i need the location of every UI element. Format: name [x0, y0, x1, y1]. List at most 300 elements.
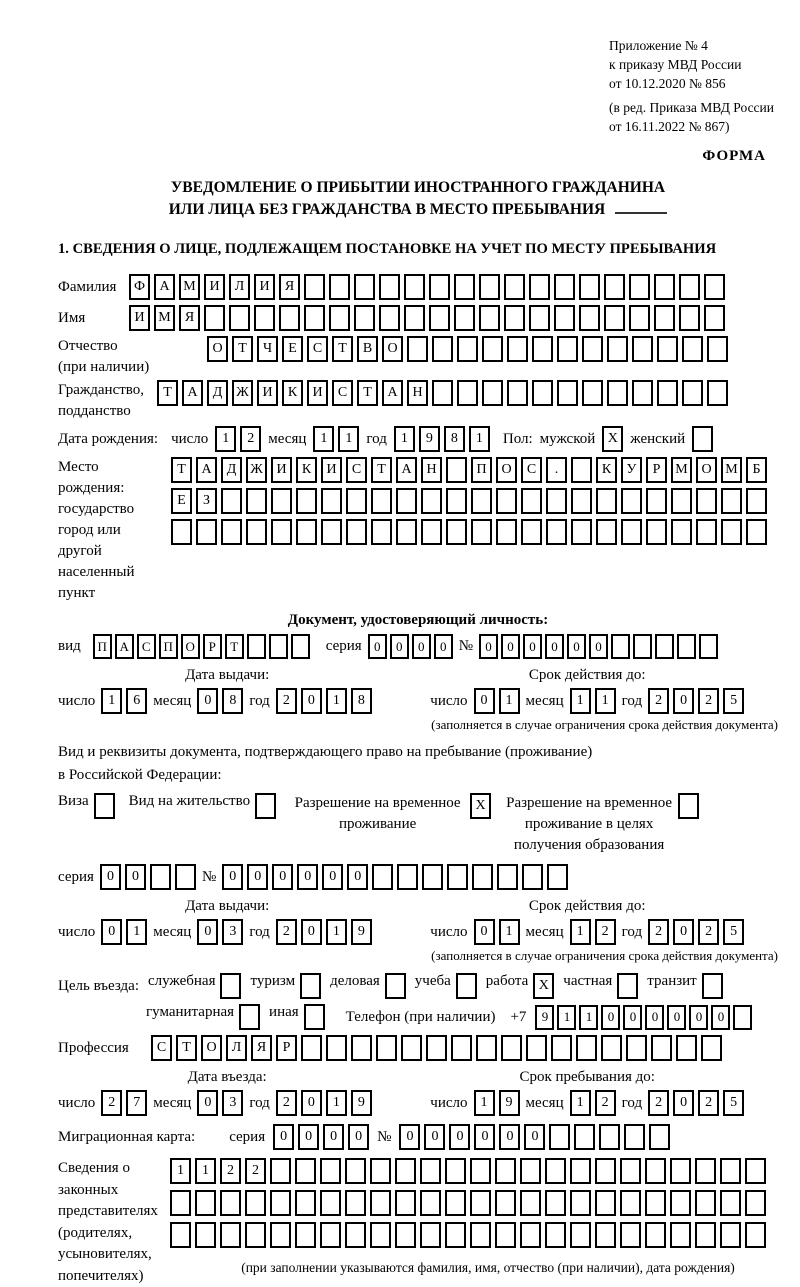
char-cell[interactable] — [195, 1222, 216, 1248]
char-cell[interactable] — [471, 488, 492, 514]
char-cell[interactable]: М — [671, 457, 692, 483]
char-cell[interactable] — [696, 519, 717, 545]
char-cell[interactable] — [704, 305, 725, 331]
char-cell[interactable] — [295, 1190, 316, 1216]
char-cell[interactable]: М — [179, 274, 200, 300]
char-cell[interactable] — [479, 305, 500, 331]
char-cell[interactable] — [620, 1222, 641, 1248]
char-cell[interactable] — [246, 488, 267, 514]
char-cell[interactable] — [520, 1158, 541, 1184]
char-cell[interactable] — [432, 336, 453, 362]
char-cell[interactable] — [551, 1035, 572, 1061]
char-cell[interactable]: Б — [746, 457, 767, 483]
char-cell[interactable]: С — [151, 1035, 172, 1061]
checkbox-cell[interactable] — [702, 973, 723, 999]
char-cell[interactable] — [269, 634, 288, 659]
char-cell[interactable] — [397, 864, 418, 890]
char-cell[interactable]: 0 — [301, 688, 322, 714]
char-cell[interactable]: 0 — [501, 634, 520, 659]
char-cell[interactable]: П — [93, 634, 112, 659]
char-cell[interactable] — [404, 274, 425, 300]
char-cell[interactable]: 0 — [347, 864, 368, 890]
char-cell[interactable] — [620, 1158, 641, 1184]
char-cell[interactable] — [321, 488, 342, 514]
char-cell[interactable] — [595, 1190, 616, 1216]
char-cell[interactable]: 2 — [276, 919, 297, 945]
char-cell[interactable] — [576, 1035, 597, 1061]
char-cell[interactable]: С — [307, 336, 328, 362]
char-cell[interactable] — [401, 1035, 422, 1061]
char-cell[interactable] — [676, 1035, 697, 1061]
char-cell[interactable] — [329, 305, 350, 331]
char-cell[interactable] — [432, 380, 453, 406]
char-cell[interactable] — [407, 336, 428, 362]
char-cell[interactable]: 2 — [595, 919, 616, 945]
checkbox-cell[interactable] — [239, 1004, 260, 1030]
char-cell[interactable] — [657, 336, 678, 362]
char-cell[interactable] — [507, 336, 528, 362]
char-cell[interactable]: Н — [421, 457, 442, 483]
char-cell[interactable] — [701, 1035, 722, 1061]
char-cell[interactable]: 0 — [434, 634, 453, 659]
char-cell[interactable]: 2 — [595, 1090, 616, 1116]
char-cell[interactable]: 0 — [523, 634, 542, 659]
char-cell[interactable] — [707, 380, 728, 406]
char-cell[interactable] — [699, 634, 718, 659]
char-cell[interactable] — [245, 1190, 266, 1216]
char-cell[interactable] — [495, 1190, 516, 1216]
char-cell[interactable] — [720, 1190, 741, 1216]
checkbox-cell[interactable] — [304, 1004, 325, 1030]
char-cell[interactable] — [670, 1222, 691, 1248]
char-cell[interactable]: 1 — [474, 1090, 495, 1116]
char-cell[interactable] — [522, 864, 543, 890]
char-cell[interactable] — [657, 380, 678, 406]
char-cell[interactable]: А — [382, 380, 403, 406]
char-cell[interactable] — [329, 274, 350, 300]
char-cell[interactable] — [497, 864, 518, 890]
char-cell[interactable]: Л — [226, 1035, 247, 1061]
char-cell[interactable]: 2 — [276, 1090, 297, 1116]
char-cell[interactable] — [624, 1124, 645, 1150]
checkbox-cell[interactable] — [255, 793, 276, 819]
char-cell[interactable] — [445, 1222, 466, 1248]
char-cell[interactable]: 0 — [301, 1090, 322, 1116]
char-cell[interactable]: 0 — [673, 688, 694, 714]
char-cell[interactable]: 0 — [197, 1090, 218, 1116]
char-cell[interactable]: 1 — [570, 919, 591, 945]
char-cell[interactable] — [470, 1190, 491, 1216]
char-cell[interactable] — [570, 1222, 591, 1248]
char-cell[interactable]: З — [196, 488, 217, 514]
char-cell[interactable]: 9 — [351, 919, 372, 945]
char-cell[interactable] — [320, 1158, 341, 1184]
char-cell[interactable]: 0 — [368, 634, 387, 659]
char-cell[interactable]: 0 — [479, 634, 498, 659]
char-cell[interactable] — [582, 336, 603, 362]
char-cell[interactable]: 0 — [247, 864, 268, 890]
char-cell[interactable] — [351, 1035, 372, 1061]
checkbox-cell[interactable] — [692, 426, 713, 452]
char-cell[interactable] — [595, 1222, 616, 1248]
char-cell[interactable] — [495, 1222, 516, 1248]
checkbox-cell[interactable]: X — [470, 793, 491, 819]
char-cell[interactable]: 8 — [444, 426, 465, 452]
char-cell[interactable] — [670, 1158, 691, 1184]
char-cell[interactable] — [221, 488, 242, 514]
checkbox-cell[interactable] — [220, 973, 241, 999]
char-cell[interactable] — [601, 1035, 622, 1061]
char-cell[interactable]: 5 — [723, 1090, 744, 1116]
char-cell[interactable]: 5 — [723, 919, 744, 945]
char-cell[interactable] — [720, 1158, 741, 1184]
char-cell[interactable]: 2 — [648, 1090, 669, 1116]
char-cell[interactable]: 0 — [222, 864, 243, 890]
char-cell[interactable]: И — [307, 380, 328, 406]
char-cell[interactable] — [704, 274, 725, 300]
char-cell[interactable] — [671, 488, 692, 514]
char-cell[interactable]: Д — [221, 457, 242, 483]
char-cell[interactable]: 0 — [101, 919, 122, 945]
char-cell[interactable]: 6 — [126, 688, 147, 714]
char-cell[interactable] — [447, 864, 468, 890]
char-cell[interactable] — [471, 519, 492, 545]
char-cell[interactable] — [345, 1158, 366, 1184]
char-cell[interactable] — [421, 488, 442, 514]
char-cell[interactable] — [445, 1158, 466, 1184]
char-cell[interactable] — [454, 305, 475, 331]
char-cell[interactable] — [651, 1035, 672, 1061]
char-cell[interactable] — [529, 305, 550, 331]
char-cell[interactable] — [745, 1222, 766, 1248]
char-cell[interactable] — [620, 1190, 641, 1216]
char-cell[interactable]: Т — [357, 380, 378, 406]
char-cell[interactable]: 1 — [195, 1158, 216, 1184]
char-cell[interactable]: А — [196, 457, 217, 483]
char-cell[interactable] — [504, 305, 525, 331]
char-cell[interactable] — [195, 1190, 216, 1216]
char-cell[interactable]: Т — [171, 457, 192, 483]
char-cell[interactable] — [482, 380, 503, 406]
char-cell[interactable] — [470, 1158, 491, 1184]
char-cell[interactable]: Т — [157, 380, 178, 406]
char-cell[interactable]: Р — [203, 634, 222, 659]
char-cell[interactable]: 1 — [313, 426, 334, 452]
char-cell[interactable]: И — [129, 305, 150, 331]
char-cell[interactable]: 1 — [394, 426, 415, 452]
char-cell[interactable]: Т — [232, 336, 253, 362]
char-cell[interactable] — [629, 274, 650, 300]
char-cell[interactable]: 0 — [197, 688, 218, 714]
char-cell[interactable] — [720, 1222, 741, 1248]
char-cell[interactable] — [579, 274, 600, 300]
char-cell[interactable] — [545, 1158, 566, 1184]
char-cell[interactable] — [245, 1222, 266, 1248]
char-cell[interactable]: 9 — [351, 1090, 372, 1116]
char-cell[interactable] — [632, 336, 653, 362]
char-cell[interactable] — [345, 1190, 366, 1216]
char-cell[interactable] — [682, 336, 703, 362]
char-cell[interactable]: М — [154, 305, 175, 331]
char-cell[interactable] — [496, 519, 517, 545]
char-cell[interactable]: Е — [171, 488, 192, 514]
char-cell[interactable] — [655, 634, 674, 659]
char-cell[interactable] — [745, 1158, 766, 1184]
char-cell[interactable]: 0 — [474, 919, 495, 945]
char-cell[interactable] — [607, 380, 628, 406]
checkbox-cell[interactable] — [385, 973, 406, 999]
char-cell[interactable] — [670, 1190, 691, 1216]
char-cell[interactable] — [646, 488, 667, 514]
char-cell[interactable]: 0 — [322, 864, 343, 890]
char-cell[interactable] — [420, 1222, 441, 1248]
char-cell[interactable]: 2 — [648, 919, 669, 945]
char-cell[interactable] — [507, 380, 528, 406]
char-cell[interactable]: 0 — [125, 864, 146, 890]
char-cell[interactable] — [420, 1190, 441, 1216]
char-cell[interactable]: 0 — [623, 1005, 642, 1030]
char-cell[interactable] — [476, 1035, 497, 1061]
char-cell[interactable] — [196, 519, 217, 545]
char-cell[interactable]: 1 — [326, 1090, 347, 1116]
char-cell[interactable] — [574, 1124, 595, 1150]
char-cell[interactable] — [721, 519, 742, 545]
char-cell[interactable]: 0 — [399, 1124, 420, 1150]
char-cell[interactable] — [220, 1190, 241, 1216]
char-cell[interactable]: 0 — [524, 1124, 545, 1150]
char-cell[interactable]: Т — [176, 1035, 197, 1061]
char-cell[interactable] — [247, 634, 266, 659]
char-cell[interactable]: А — [396, 457, 417, 483]
char-cell[interactable]: Д — [207, 380, 228, 406]
char-cell[interactable] — [479, 274, 500, 300]
char-cell[interactable] — [557, 380, 578, 406]
char-cell[interactable] — [150, 864, 171, 890]
char-cell[interactable]: К — [296, 457, 317, 483]
char-cell[interactable] — [521, 488, 542, 514]
char-cell[interactable]: 1 — [579, 1005, 598, 1030]
char-cell[interactable] — [545, 1222, 566, 1248]
char-cell[interactable]: 0 — [100, 864, 121, 890]
char-cell[interactable] — [270, 1222, 291, 1248]
char-cell[interactable]: 0 — [645, 1005, 664, 1030]
char-cell[interactable]: 8 — [222, 688, 243, 714]
char-cell[interactable] — [629, 305, 650, 331]
char-cell[interactable] — [379, 274, 400, 300]
char-cell[interactable]: 8 — [351, 688, 372, 714]
char-cell[interactable] — [270, 1190, 291, 1216]
char-cell[interactable] — [370, 1222, 391, 1248]
char-cell[interactable]: 0 — [197, 919, 218, 945]
char-cell[interactable]: К — [282, 380, 303, 406]
checkbox-cell[interactable] — [678, 793, 699, 819]
char-cell[interactable] — [599, 1124, 620, 1150]
char-cell[interactable]: П — [471, 457, 492, 483]
char-cell[interactable] — [607, 336, 628, 362]
char-cell[interactable]: 1 — [126, 919, 147, 945]
char-cell[interactable] — [549, 1124, 570, 1150]
char-cell[interactable] — [546, 488, 567, 514]
char-cell[interactable] — [346, 488, 367, 514]
char-cell[interactable]: О — [207, 336, 228, 362]
char-cell[interactable] — [420, 1158, 441, 1184]
char-cell[interactable] — [370, 1158, 391, 1184]
char-cell[interactable]: 0 — [474, 1124, 495, 1150]
char-cell[interactable] — [645, 1222, 666, 1248]
char-cell[interactable] — [229, 305, 250, 331]
char-cell[interactable] — [570, 1190, 591, 1216]
char-cell[interactable]: 2 — [101, 1090, 122, 1116]
char-cell[interactable] — [446, 488, 467, 514]
checkbox-cell[interactable]: X — [602, 426, 623, 452]
char-cell[interactable] — [429, 305, 450, 331]
char-cell[interactable] — [472, 864, 493, 890]
char-cell[interactable] — [746, 519, 767, 545]
char-cell[interactable]: 9 — [535, 1005, 554, 1030]
char-cell[interactable] — [320, 1222, 341, 1248]
char-cell[interactable] — [633, 634, 652, 659]
char-cell[interactable]: 1 — [338, 426, 359, 452]
char-cell[interactable]: П — [159, 634, 178, 659]
char-cell[interactable]: Е — [282, 336, 303, 362]
char-cell[interactable] — [695, 1190, 716, 1216]
char-cell[interactable] — [404, 305, 425, 331]
char-cell[interactable]: 0 — [272, 864, 293, 890]
char-cell[interactable] — [621, 519, 642, 545]
char-cell[interactable] — [270, 1158, 291, 1184]
char-cell[interactable]: И — [204, 274, 225, 300]
char-cell[interactable] — [579, 305, 600, 331]
char-cell[interactable]: С — [332, 380, 353, 406]
char-cell[interactable]: 0 — [273, 1124, 294, 1150]
char-cell[interactable] — [671, 519, 692, 545]
char-cell[interactable] — [520, 1222, 541, 1248]
char-cell[interactable]: У — [621, 457, 642, 483]
char-cell[interactable] — [279, 305, 300, 331]
char-cell[interactable] — [532, 380, 553, 406]
char-cell[interactable]: А — [182, 380, 203, 406]
char-cell[interactable] — [582, 380, 603, 406]
char-cell[interactable]: Ж — [246, 457, 267, 483]
char-cell[interactable] — [604, 274, 625, 300]
char-cell[interactable]: 2 — [698, 1090, 719, 1116]
char-cell[interactable]: 9 — [419, 426, 440, 452]
char-cell[interactable] — [171, 519, 192, 545]
char-cell[interactable] — [696, 488, 717, 514]
char-cell[interactable] — [175, 864, 196, 890]
char-cell[interactable]: Т — [332, 336, 353, 362]
char-cell[interactable]: Т — [225, 634, 244, 659]
char-cell[interactable] — [326, 1035, 347, 1061]
char-cell[interactable] — [354, 305, 375, 331]
char-cell[interactable]: И — [257, 380, 278, 406]
char-cell[interactable]: О — [496, 457, 517, 483]
char-cell[interactable]: 1 — [170, 1158, 191, 1184]
checkbox-cell[interactable]: X — [533, 973, 554, 999]
char-cell[interactable] — [695, 1222, 716, 1248]
char-cell[interactable]: 5 — [723, 688, 744, 714]
char-cell[interactable] — [649, 1124, 670, 1150]
char-cell[interactable]: Н — [407, 380, 428, 406]
char-cell[interactable] — [445, 1190, 466, 1216]
char-cell[interactable]: 0 — [412, 634, 431, 659]
char-cell[interactable]: 2 — [240, 426, 261, 452]
char-cell[interactable] — [504, 274, 525, 300]
char-cell[interactable]: 0 — [348, 1124, 369, 1150]
char-cell[interactable] — [395, 1158, 416, 1184]
char-cell[interactable]: 3 — [222, 919, 243, 945]
char-cell[interactable]: 0 — [567, 634, 586, 659]
char-cell[interactable] — [446, 519, 467, 545]
char-cell[interactable]: 3 — [222, 1090, 243, 1116]
char-cell[interactable] — [271, 519, 292, 545]
char-cell[interactable] — [482, 336, 503, 362]
char-cell[interactable]: 2 — [245, 1158, 266, 1184]
char-cell[interactable]: 0 — [667, 1005, 686, 1030]
char-cell[interactable] — [495, 1158, 516, 1184]
char-cell[interactable]: Ч — [257, 336, 278, 362]
char-cell[interactable]: 1 — [557, 1005, 576, 1030]
char-cell[interactable]: 0 — [424, 1124, 445, 1150]
char-cell[interactable] — [221, 519, 242, 545]
char-cell[interactable] — [545, 1190, 566, 1216]
char-cell[interactable] — [296, 519, 317, 545]
char-cell[interactable] — [426, 1035, 447, 1061]
char-cell[interactable] — [654, 274, 675, 300]
char-cell[interactable] — [220, 1222, 241, 1248]
char-cell[interactable] — [654, 305, 675, 331]
char-cell[interactable] — [571, 519, 592, 545]
char-cell[interactable] — [446, 457, 467, 483]
char-cell[interactable] — [371, 488, 392, 514]
char-cell[interactable] — [395, 1222, 416, 1248]
char-cell[interactable] — [571, 457, 592, 483]
char-cell[interactable] — [645, 1158, 666, 1184]
char-cell[interactable]: 2 — [698, 688, 719, 714]
char-cell[interactable] — [604, 305, 625, 331]
char-cell[interactable]: И — [271, 457, 292, 483]
char-cell[interactable] — [501, 1035, 522, 1061]
char-cell[interactable]: 1 — [570, 688, 591, 714]
char-cell[interactable] — [570, 1158, 591, 1184]
char-cell[interactable]: 0 — [449, 1124, 470, 1150]
char-cell[interactable] — [457, 380, 478, 406]
char-cell[interactable] — [529, 274, 550, 300]
char-cell[interactable]: 0 — [499, 1124, 520, 1150]
char-cell[interactable] — [546, 519, 567, 545]
char-cell[interactable]: 1 — [469, 426, 490, 452]
char-cell[interactable]: 2 — [648, 688, 669, 714]
char-cell[interactable]: Р — [276, 1035, 297, 1061]
char-cell[interactable]: Ж — [232, 380, 253, 406]
char-cell[interactable] — [246, 519, 267, 545]
char-cell[interactable] — [395, 1190, 416, 1216]
char-cell[interactable]: 0 — [689, 1005, 708, 1030]
char-cell[interactable]: М — [721, 457, 742, 483]
char-cell[interactable]: 0 — [589, 634, 608, 659]
char-cell[interactable] — [526, 1035, 547, 1061]
char-cell[interactable] — [376, 1035, 397, 1061]
char-cell[interactable] — [632, 380, 653, 406]
title-blank-field[interactable] — [615, 200, 667, 214]
char-cell[interactable] — [645, 1190, 666, 1216]
char-cell[interactable]: 0 — [601, 1005, 620, 1030]
char-cell[interactable] — [521, 519, 542, 545]
char-cell[interactable]: 1 — [499, 919, 520, 945]
char-cell[interactable]: О — [201, 1035, 222, 1061]
char-cell[interactable] — [679, 274, 700, 300]
checkbox-cell[interactable] — [94, 793, 115, 819]
